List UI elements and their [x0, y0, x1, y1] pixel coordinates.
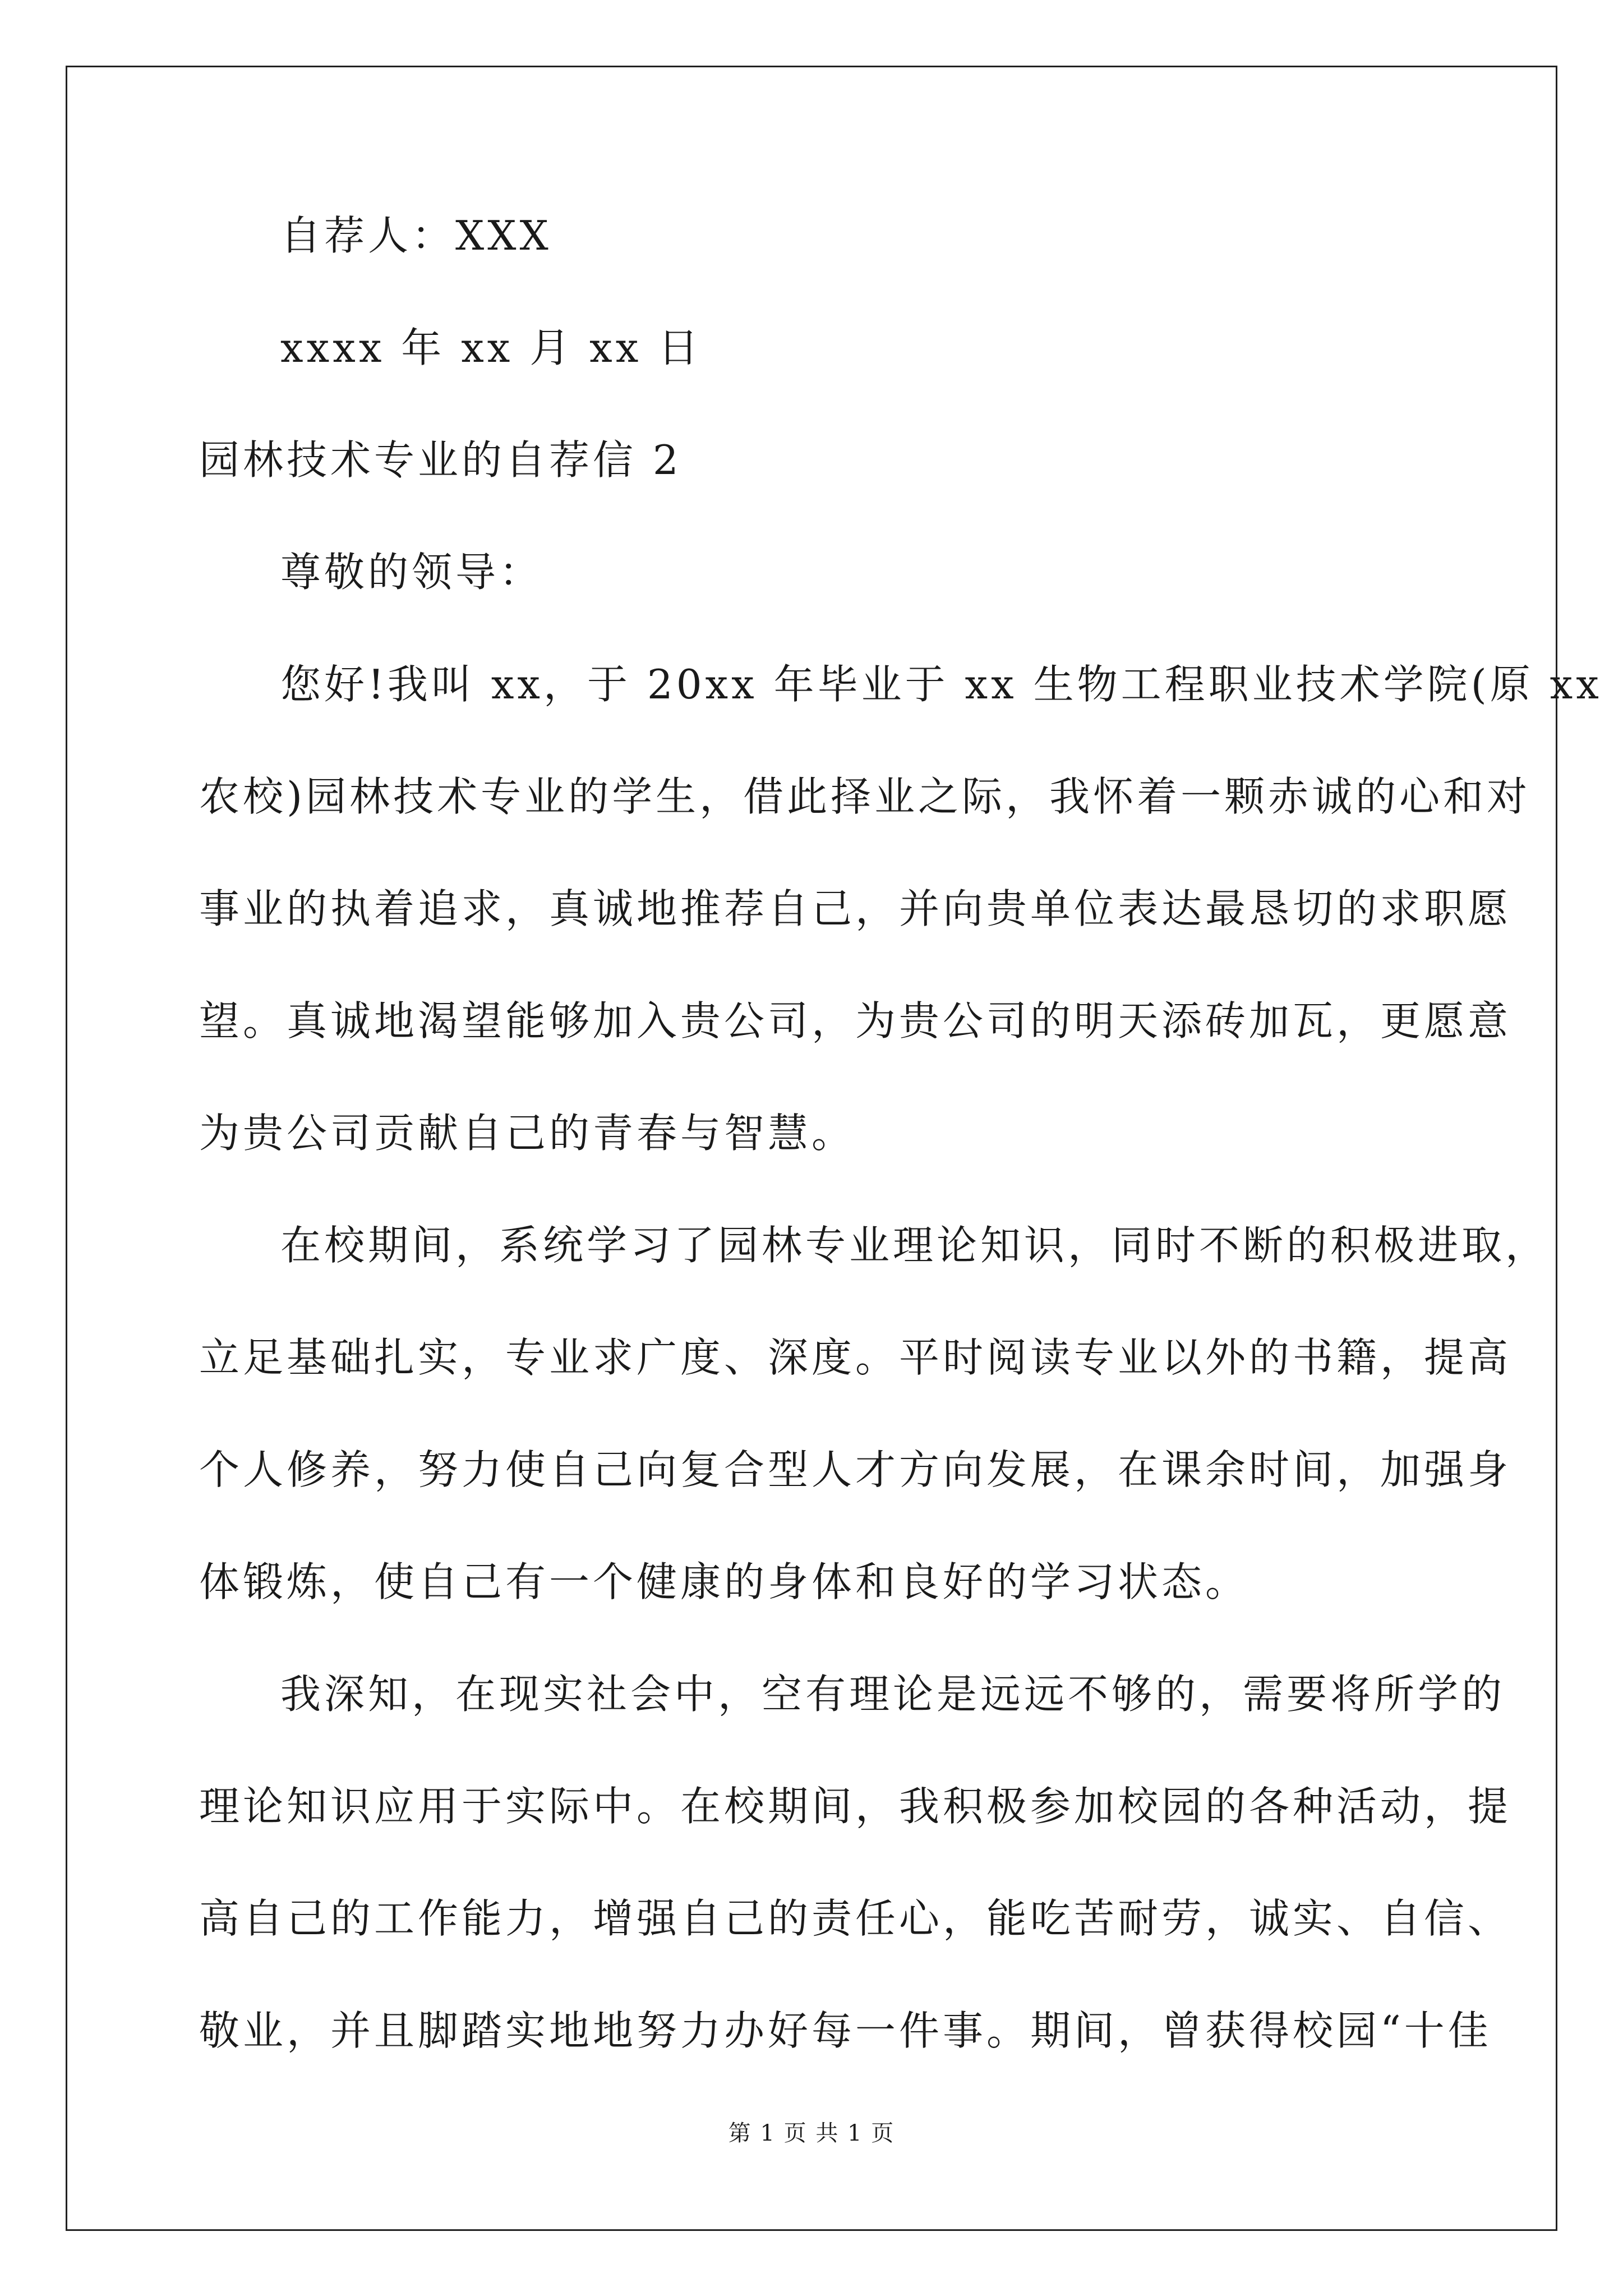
paragraph-line: 事业的执着追求，真诚地推荐自己，并向贵单位表达最恳切的求职愿 — [199, 885, 1512, 932]
salutation: 尊敬的领导： — [280, 549, 543, 596]
paragraph-line: 理论知识应用于实际中。在校期间，我积极参加校园的各种活动，提 — [199, 1783, 1512, 1830]
paragraph-line: 我深知，在现实社会中，空有理论是远远不够的，需要将所学的 — [280, 1671, 1506, 1718]
paragraph-line: 在校期间，系统学习了园林专业理论知识，同时不断的积极进取， — [280, 1222, 1550, 1269]
paragraph-line: 高自己的工作能力，增强自己的责任心，能吃苦耐劳，诚实、自信、 — [199, 1895, 1512, 1942]
paragraph-line: 敬业，并且脚踏实地地努力办好每一件事。期间，曾获得校园“十佳 — [199, 2007, 1492, 2054]
paragraph-line: 立足基础扎实，专业求广度、深度。平时阅读专业以外的书籍，提高 — [199, 1334, 1512, 1381]
paragraph-line: 为贵公司贡献自己的青春与智慧。 — [199, 1110, 856, 1157]
paragraph-line: 您好!我叫 xx，于 20xx 年毕业于 xx 生物工程职业技术学院(原 xx — [280, 661, 1602, 708]
paragraph-line: 个人修养，努力使自己向复合型人才方向发展，在课余时间，加强身 — [199, 1446, 1512, 1493]
page-footer: 第 1 页 共 1 页 — [728, 2120, 895, 2146]
letter-title: 园林技术专业的自荐信 2 — [199, 436, 682, 484]
signature-line: 自荐人：XXX — [280, 212, 552, 259]
paragraph-line: 农校)园林技术专业的学生，借此择业之际，我怀着一颗赤诚的心和对 — [199, 773, 1531, 820]
date-line: xxxx 年 xx 月 xx 日 — [280, 324, 702, 371]
paragraph-line: 体锻炼，使自己有一个健康的身体和良好的学习状态。 — [199, 1558, 1249, 1605]
paragraph-line: 望。真诚地渴望能够加入贵公司，为贵公司的明天添砖加瓦，更愿意 — [199, 997, 1512, 1045]
